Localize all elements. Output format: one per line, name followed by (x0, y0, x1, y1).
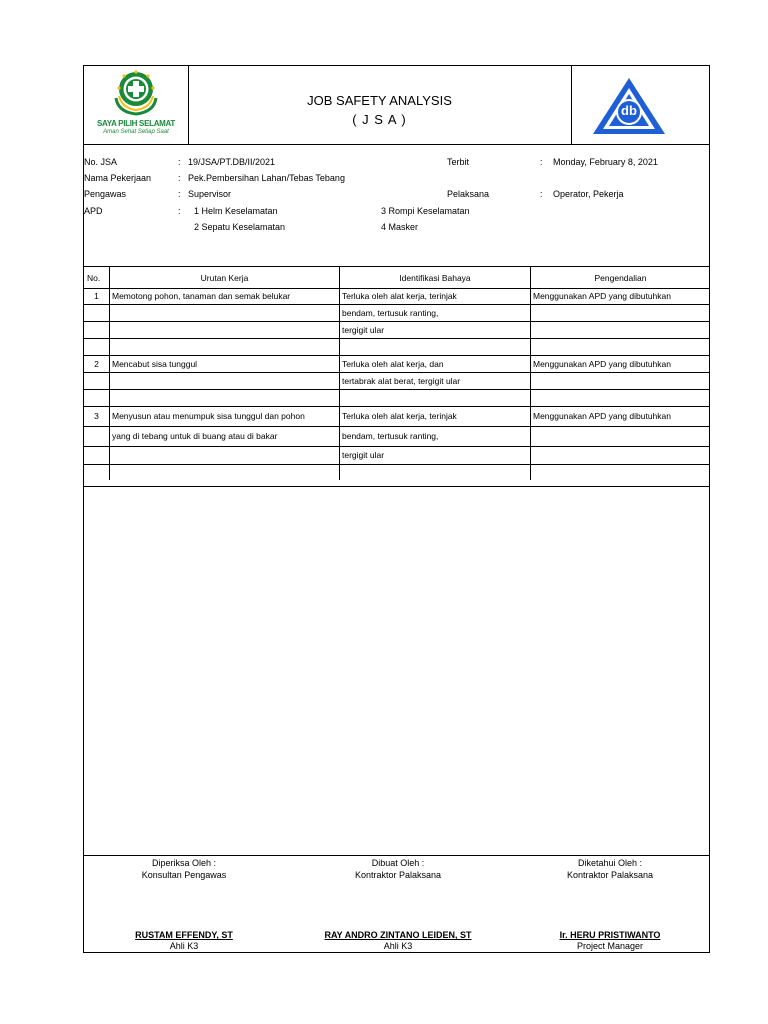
cell-identifikasi-bahaya: tergigit ular (342, 325, 385, 335)
sig-1-org: Konsultan Pengawas (141, 870, 227, 880)
table-row (84, 305, 709, 322)
sig-3-head: Diketahui Oleh : (577, 858, 643, 868)
table-row (84, 322, 709, 339)
cell-pengendalian: Menggunakan APD yang dibutuhkan (533, 411, 671, 421)
cell-no: 3 (94, 411, 99, 421)
jsa-document (83, 65, 710, 953)
header-pengendalian: Pengendalian (594, 273, 647, 283)
table-header-row (84, 267, 709, 289)
colon: : (540, 189, 543, 199)
cell-identifikasi-bahaya: tertabrak alat berat, tergigit ular (342, 376, 461, 386)
cell-identifikasi-bahaya: Terluka oleh alat kerja, dan (342, 359, 444, 369)
pengawas-label: Pengawas (84, 189, 127, 199)
sig-1-role: Ahli K3 (169, 941, 199, 951)
cell-identifikasi-bahaya: Terluka oleh alat kerja, terinjak (342, 291, 457, 301)
company-logo (589, 74, 669, 138)
document-subtitle: ( J S A ) (352, 112, 407, 127)
cell-identifikasi-bahaya: tergigit ular (342, 450, 385, 460)
header-no: No. (87, 273, 101, 283)
cell-identifikasi-bahaya: bendam, tertusuk ranting, (342, 431, 439, 441)
sig-2-role: Ahli K3 (383, 941, 413, 951)
header-identifikasi-bahaya: Identifikasi Bahaya (399, 273, 471, 283)
sig-1-head: Diperiksa Oleh : (151, 858, 217, 868)
nama-pekerjaan-value: Pek.Pembersihan Lahan/Tebas Tebang (188, 173, 345, 183)
table-row (84, 288, 709, 305)
sig-2-org: Kontraktor Palaksana (354, 870, 442, 880)
saya-pilih-selamat-logo (88, 68, 184, 140)
colon: : (540, 157, 543, 167)
jsa-table (84, 266, 709, 460)
colon: : (178, 189, 181, 199)
pengawas-value: Supervisor (188, 189, 232, 199)
colon: : (178, 206, 181, 216)
table-row (84, 390, 709, 407)
sig-1-name: RUSTAM EFFENDY, ST (135, 930, 233, 940)
colon: : (178, 173, 181, 183)
cell-urutan-kerja: Memotong pohon, tanaman dan semak belukar (112, 291, 291, 301)
cell-urutan-kerja: Menyusun atau menumpuk sisa tunggul dan pohon (112, 411, 305, 421)
no-jsa-label: No. JSA (84, 157, 118, 167)
cell-urutan-kerja: Mencabut sisa tunggul (112, 359, 198, 369)
cell-urutan-kerja: yang di tebang untuk di buang atau di bakar (112, 431, 278, 441)
pelaksana-label: Pelaksana (447, 189, 490, 199)
table-row (84, 465, 709, 487)
document-title: JOB SAFETY ANALYSIS (307, 93, 452, 108)
colon: : (178, 157, 181, 167)
table-row (84, 407, 709, 427)
cell-pengendalian: Menggunakan APD yang dibutuhkan (533, 359, 671, 369)
pelaksana-value: Operator, Pekerja (553, 189, 624, 199)
logo-text: db (621, 103, 637, 118)
cell-no: 2 (94, 359, 99, 369)
apd-item: 3 Rompi Keselamatan (381, 206, 470, 216)
sig-2-name: RAY ANDRO ZINTANO LEIDEN, ST (324, 930, 472, 940)
cell-pengendalian: Menggunakan APD yang dibutuhkan (533, 291, 671, 301)
cell-identifikasi-bahaya: bendam, tertusuk ranting, (342, 308, 439, 318)
sig-2-head: Dibuat Oleh : (371, 858, 425, 868)
safety-cross-icon (88, 68, 184, 118)
table-row (84, 356, 709, 373)
sig-3-name: Ir. HERU PRISTIWANTO (559, 930, 661, 940)
header-divider (571, 66, 572, 144)
sig-3-org: Kontraktor Palaksana (566, 870, 654, 880)
table-row (84, 373, 709, 390)
apd-item: 4 Masker (381, 222, 419, 232)
logo-title: SAYA PILIH SELAMAT (96, 119, 176, 128)
header-urutan-kerja: Urutan Kerja (200, 273, 249, 283)
apd-item: 1 Helm Keselamatan (194, 206, 278, 216)
logo-subtitle: Aman Sehat Setiap Saat (103, 129, 169, 135)
cell-identifikasi-bahaya: Terluka oleh alat kerja, terinjak (342, 411, 457, 421)
nama-pekerjaan-label: Nama Pekerjaan (84, 173, 152, 183)
table-row (84, 447, 709, 465)
apd-item: 2 Sepatu Keselamatan (194, 222, 286, 232)
signature-divider (84, 855, 709, 856)
table-row (84, 339, 709, 356)
table-row (84, 427, 709, 447)
document-header (84, 66, 709, 145)
apd-label: APD (84, 206, 103, 216)
no-jsa-value: 19/JSA/PT.DB/II/2021 (188, 157, 276, 167)
terbit-label: Terbit (447, 157, 470, 167)
terbit-value: Monday, February 8, 2021 (553, 157, 658, 167)
sig-3-role: Project Manager (576, 941, 644, 951)
cell-no: 1 (94, 291, 99, 301)
